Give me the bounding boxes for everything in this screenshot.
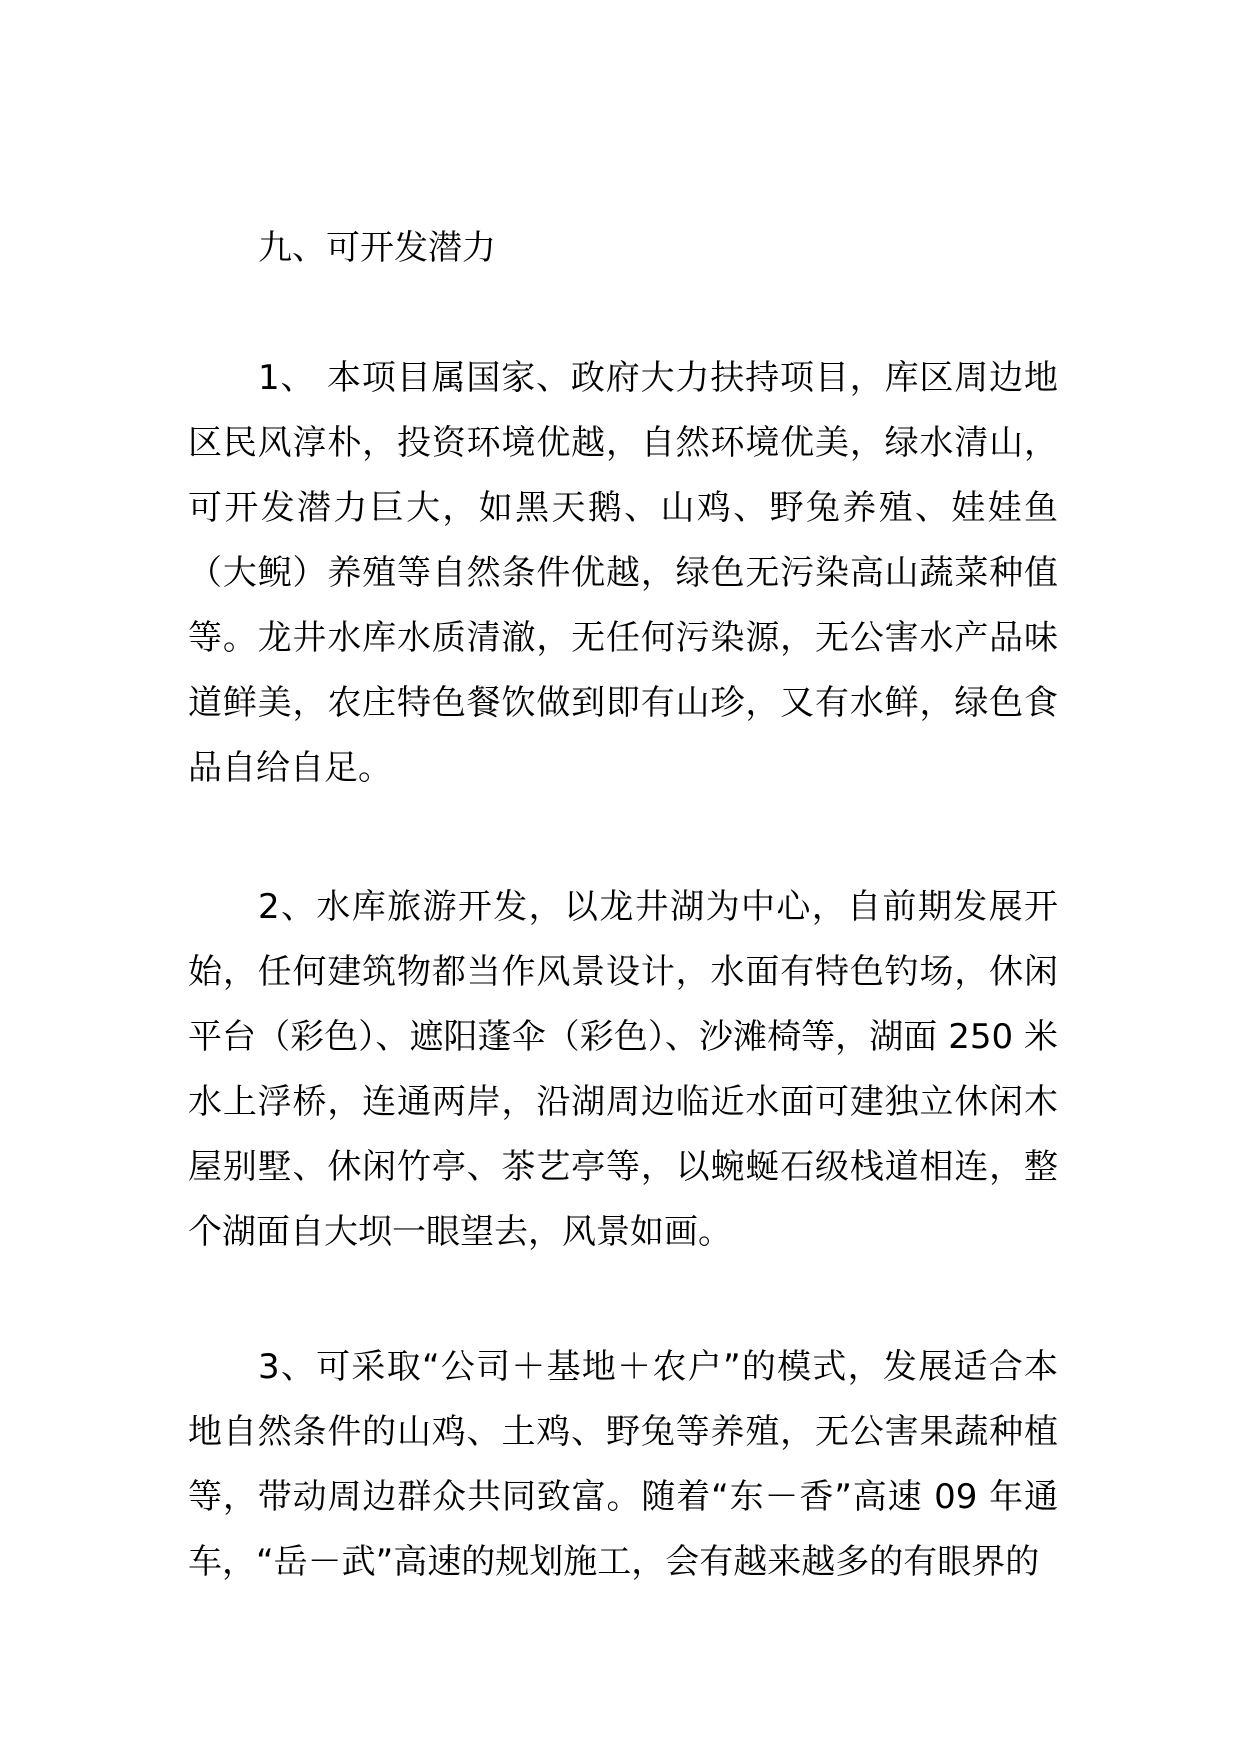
paragraph-2: 2、水库旅游开发，以龙井湖为中心，自前期发展开始，任何建筑物都当作风景设计，水面有特色钓场，休闲平台（彩色）、遮阳蓬伞（彩色）、沙滩椅等，湖面 250 米水上浮桥，连通两岸，沿湖周边临近水面可建独立休闲木屋别墅、休闲竹亭、茶艺亭等，以蜿蜒石级栈道相连，整个湖面自大坝一眼望去，风景如画。	[188, 887, 1058, 1252]
section-heading: 九、可开发潜力	[258, 228, 496, 268]
paragraph-1: 1、 本项目属国家、政府大力扶持项目，库区周边地区民风淳朴，投资环境优越，自然环境优美，绿水清山，可开发潜力巨大，如黑天鹅、山鸡、野兔养殖、娃娃鱼（大鲵）养殖等自然条件优越，绿色无污染高山蔬菜种值等。龙井水库水质清澈，无任何污染源，无公害水产品味道鲜美，农庄特色餐饮做到即有山珍，又有水鲜，绿色食品自给自足。	[188, 358, 1058, 788]
paragraph-3: 3、可采取“公司＋基地＋农户”的模式，发展适合本地自然条件的山鸡、土鸡、野兔等养殖，无公害果蔬种植等，带动周边群众共同致富。随着“东－香”高速 09 年通车，“岳－武”高速的规划施工，会有越来越多的有眼界的	[188, 1347, 1058, 1582]
